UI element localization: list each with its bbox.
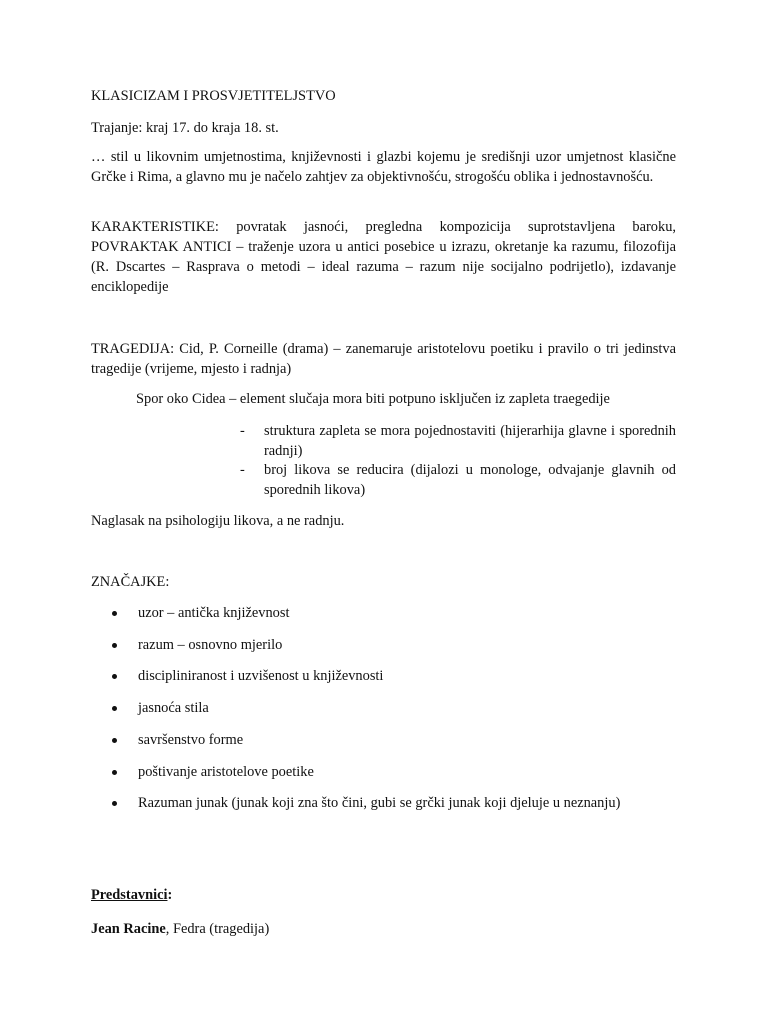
emphasis-line: Naglasak na psihologiju likova, a ne radnju. — [91, 513, 345, 529]
bullet-icon — [112, 643, 117, 648]
bullet-item — [112, 793, 620, 813]
bullet-icon — [112, 611, 117, 616]
intro-paragraph: … stil u likovnim umjetnostima, književnosti i glazbi kojemu je središnji uzor umjetnost klasične Grčke i Rima, a glavno mu je načelo zahtjev za objektivnošću, strogošću oblika i jednostavnošću. — [91, 149, 676, 185]
bullet-item — [112, 635, 282, 655]
bullet-item — [112, 698, 209, 718]
bullet-icon — [112, 770, 117, 775]
bullet-icon — [112, 674, 117, 679]
bullet-icon — [112, 738, 117, 743]
racine-work: , Fedra (tragedija) — [165, 921, 270, 937]
bullet-text: uzor – antička književnost — [138, 605, 290, 621]
document-title: KLASICIZAM I PROSVJETITELJSTVO — [91, 88, 336, 104]
duration-line: Trajanje: kraj 17. do kraja 18. st. — [91, 120, 279, 136]
dash-marker: - — [240, 423, 245, 439]
bullet-text: Razuman junak (junak koji zna što čini, gubi se grčki junak koji djeluje u neznanju) — [138, 795, 621, 811]
racine-line — [91, 919, 676, 939]
racine-name: Jean Racine — [91, 921, 166, 937]
representatives-heading — [91, 885, 676, 905]
tragedy-paragraph: TRAGEDIJA: Cid, P. Corneille (drama) – zanemaruje aristotelovu poetiku i pravilo o tri jedinstva tragedije (vrijeme, mjesto i radnja) — [91, 341, 676, 377]
bullet-text: discipliniranost i uzvišenost u književnosti — [138, 668, 384, 684]
representatives-label: Predstavnici — [91, 887, 168, 903]
bullet-text: poštivanje aristotelove poetike — [138, 764, 314, 780]
bullet-icon — [112, 801, 117, 806]
bullet-text: savršenstvo forme — [138, 732, 244, 748]
bullet-item — [112, 762, 314, 782]
bullet-item — [112, 666, 383, 686]
features-heading: ZNAČAJKE: — [91, 574, 170, 590]
bullet-text: razum – osnovno mjerilo — [138, 637, 283, 653]
dash-item-text: broj likova se reducira (dijalozi u monologe, odvajanje glavnih od sporednih likova) — [264, 462, 676, 498]
bullet-text: jasnoća stila — [138, 700, 209, 716]
bullet-icon — [112, 706, 117, 711]
characteristics-paragraph: KARAKTERISTIKE: povratak jasnoći, pregledna kompozicija suprotstavljena baroku, POVRAKTAK ANTICI – traženje uzora u antici posebice u izrazu, okretanje ka razumu, filozofija (R. Dscartes – Rasprava o metodi – ideal razuma – razum nije socijalno podrijetlo), izdavanje enciklopedije — [91, 219, 676, 295]
bullet-item — [112, 730, 243, 750]
dispute-line: Spor oko Cidea – element slučaja mora biti potpuno isključen iz zapleta traegedije — [136, 391, 610, 407]
dash-item-text: struktura zapleta se mora pojednostaviti (hijerarhija glavne i sporednih radnji) — [264, 423, 676, 459]
dash-list-item — [240, 421, 676, 461]
dash-marker: - — [240, 462, 245, 478]
representatives-colon: : — [167, 887, 173, 903]
dash-list-item — [240, 460, 676, 500]
bullet-item — [112, 603, 289, 623]
